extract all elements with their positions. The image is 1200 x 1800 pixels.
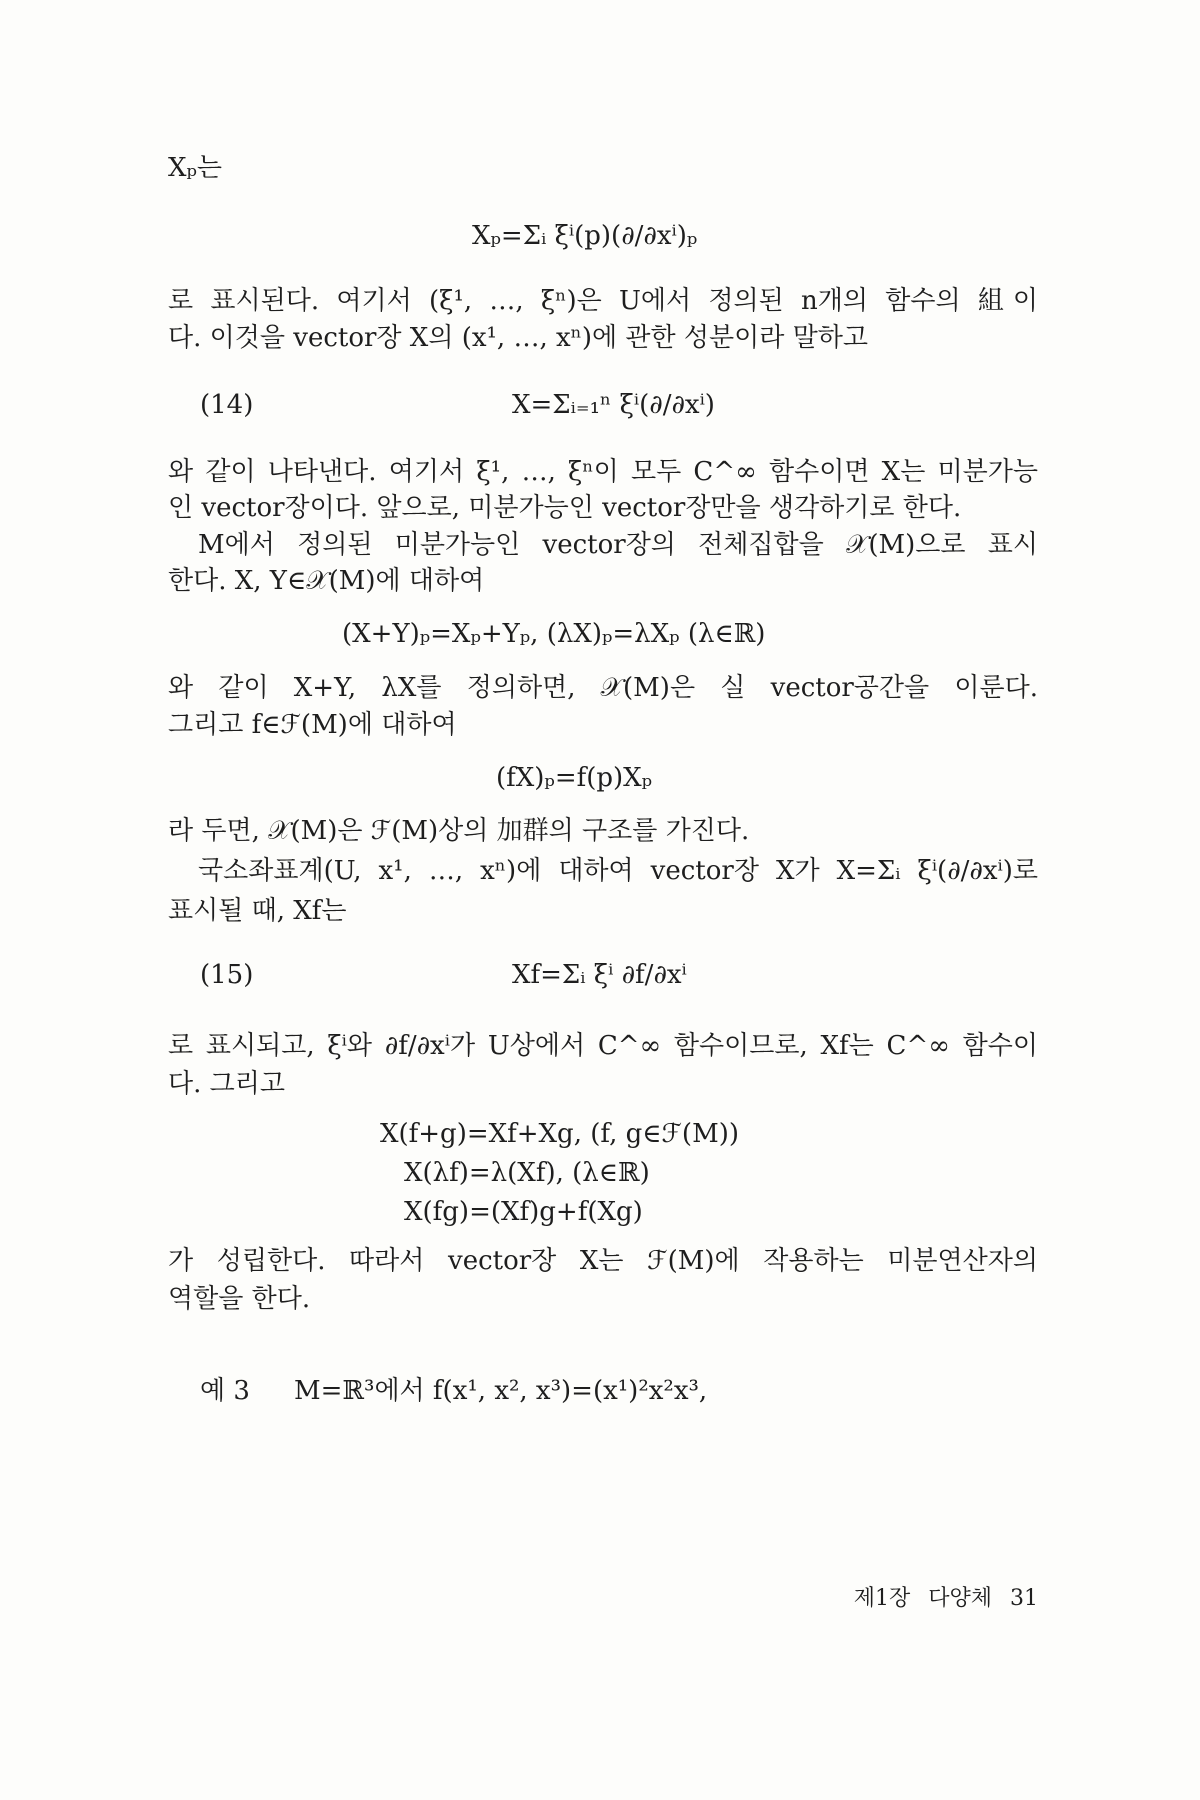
text-line: 표시될 때, Xf는 <box>168 896 347 926</box>
equation-number-14: (14) <box>200 390 254 420</box>
equation-14: X=Σᵢ₌₁ⁿ ξⁱ(∂/∂xⁱ) <box>512 390 715 420</box>
equation-leibniz-3: X(fg)=(Xf)g+f(Xg) <box>404 1197 643 1227</box>
text-line: 역할을 한다. <box>168 1284 311 1314</box>
equation-number-15: (15) <box>200 960 254 990</box>
text-line: 로 표시된다. 여기서 (ξ¹, …, ξⁿ)은 U에서 정의된 n개의 함수의 組이 <box>168 286 1038 316</box>
equation-15: Xf=Σᵢ ξⁱ ∂f/∂xⁱ <box>512 960 687 990</box>
footer-chapter: 제1장 <box>853 1586 911 1611</box>
text-line: 가 성립한다. 따라서 vector장 X는 ℱ(M)에 작용하는 미분연산자의 <box>168 1246 1038 1276</box>
text-line: 한다. X, Y∈𝒳(M)에 대하여 <box>168 566 485 596</box>
text-line: 라 두면, 𝒳(M)은 ℱ(M)상의 加群의 구조를 가진다. <box>168 816 750 846</box>
equation-vector-sum: (X+Y)ₚ=Xₚ+Yₚ, (λX)ₚ=λXₚ (λ∈ℝ) <box>342 619 766 649</box>
equation-fx: (fX)ₚ=f(p)Xₚ <box>496 763 653 793</box>
equation-xp: Xₚ=Σᵢ ξⁱ(p)(∂/∂xⁱ)ₚ <box>472 221 698 251</box>
example-text: M=ℝ³에서 f(x¹, x², x³)=(x¹)²x²x³, <box>294 1376 708 1406</box>
text-line: 그리고 f∈ℱ(M)에 대하여 <box>168 710 457 740</box>
text-line: M에서 정의된 미분가능인 vector장의 전체집합을 𝒳(M)으로 표시 <box>198 530 1038 560</box>
text-line: 로 표시되고, ξⁱ와 ∂f/∂xⁱ가 U상에서 C^∞ 함수이므로, Xf는 C^∞ 함수이 <box>168 1031 1038 1061</box>
page-number: 31 <box>1010 1586 1038 1611</box>
text-line: 다. 이것을 vector장 X의 (x¹, …, xⁿ)에 관한 성분이라 말하고 <box>168 323 868 353</box>
text-line: Xₚ는 <box>168 153 223 183</box>
text-line: 다. 그리고 <box>168 1069 285 1099</box>
text-line: 인 vector장이다. 앞으로, 미분가능인 vector장만을 생각하기로 한다. <box>168 493 962 523</box>
text-line: 와 같이 X+Y, λX를 정의하면, 𝒳(M)은 실 vector공간을 이룬다. <box>168 673 1038 703</box>
page-footer <box>836 1584 1038 1614</box>
text-line: 와 같이 나타낸다. 여기서 ξ¹, …, ξⁿ이 모두 C^∞ 함수이면 X는 미분가능 <box>168 457 1038 487</box>
footer-title: 다양체 <box>928 1586 992 1611</box>
equation-leibniz-1: X(f+g)=Xf+Xg, (f, g∈ℱ(M)) <box>380 1119 739 1149</box>
equation-leibniz-2: X(λf)=λ(Xf), (λ∈ℝ) <box>404 1158 650 1188</box>
text-line: 국소좌표계(U, x¹, …, xⁿ)에 대하여 vector장 X가 X=Σᵢ ξⁱ(∂/∂xⁱ)로 <box>198 856 1038 886</box>
example-label: 예 3 <box>200 1376 250 1406</box>
